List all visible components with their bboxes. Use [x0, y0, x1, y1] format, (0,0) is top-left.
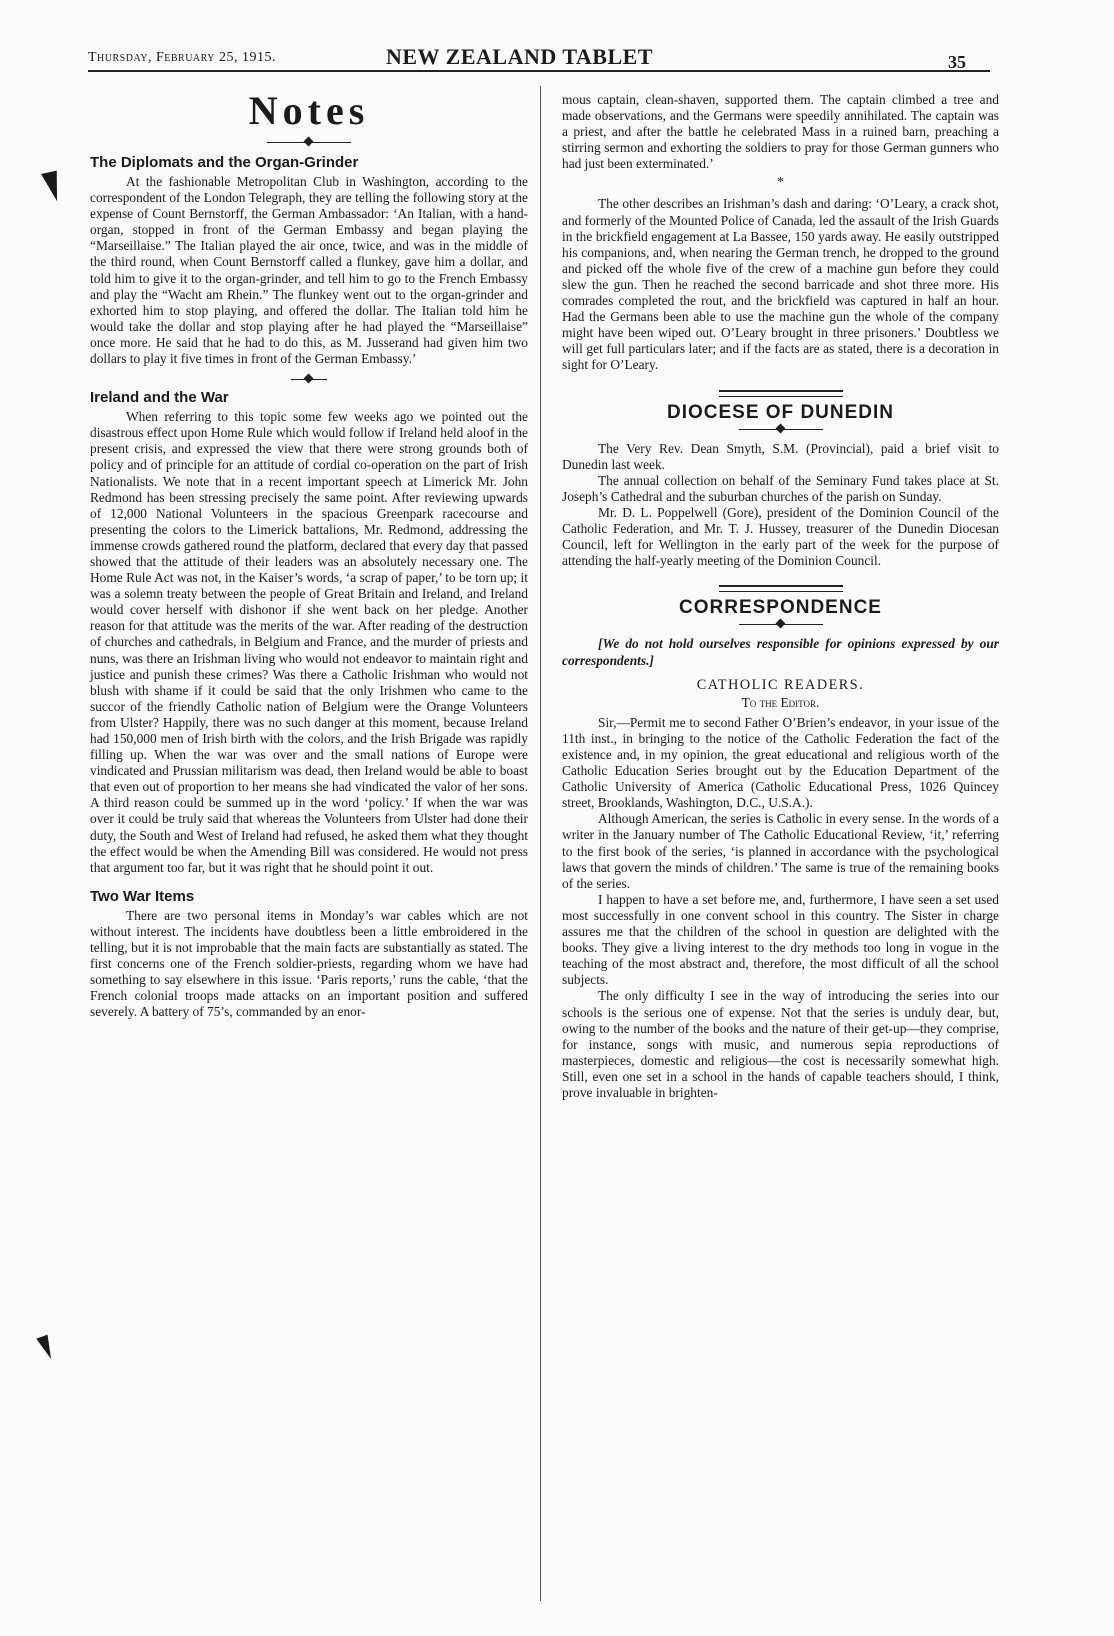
page-header	[88, 44, 988, 70]
letter-paragraph: Although American, the series is Catholic in every sense. In the words of a writer in the January number of The Catholic Educational Review, ‘it,’ referring to the first book of the series, ‘is planned in accordance with the psychological laws that govern the minds of children.’ The same is true of the remaining books of the series.	[562, 811, 999, 891]
article-paragraph: The other describes an Irishman’s dash and daring: ‘O’Leary, a crack shot, and formerly of the Mounted Police of Canada, led the assault of the Irish Guards in the brickfield engagement at La Bassee, 150 yards away. He easily outstripped his companions, and, when nearing the German trench, he dropped to the ground and picked off the whole five of the crew of a machine gun before they could slew the gun. Then he reached the second barricade and shot three more. His comrades completed the rout, and the brickfield was captured in half an hour. Had the Germans been able to use the machine gun the whole of the company might have been wiped out. O’Leary brought in three prisoners.’ Doubtless we will get full particulars later; and if the facts are as stated, there is a decoration in sight for O’Leary.	[562, 196, 999, 373]
letter-paragraph: The only difficulty I see in the way of introducing the series into our schools is the serious one of expense. Not that the series is unduly dear, but, owing to the number of the books and the nature of their get-up—they comprise, for instance, songs with music, and numerous sepia reproductions of masterpieces, domestic and religious—the cost is necessarily somewhat high. Still, even one set in a school in the hands of capable teachers should, I think, prove invaluable in brighten-	[562, 988, 999, 1100]
section-divider	[291, 375, 327, 385]
editorial-disclaimer: [We do not hold ourselves responsible for opinions expressed by our correspondents.]	[562, 636, 999, 668]
letter-paragraph: Sir,—Permit me to second Father O’Brien’s endeavor, in your issue of the 11th inst., in bringing to the notice of the Catholic Federation the fact of the existence and, in my opinion, the great educational and religious worth of the Catholic Education Series brought out by the Education Department of the Catholic University of America (Catholic Educational Press, 1026 Quincey street, Brooklands, Washington, D.C., U.S.A.).	[562, 714, 999, 811]
diocese-heading: DIOCESE OF DUNEDIN	[666, 401, 895, 423]
letter-paragraph: I happen to have a set before me, and, furthermore, I have seen a set used most successfully in one convent school in this country. The Sister in charge assures me that the children of the school in question are delighted with the books. They give a living interest to the dry methods too long in vogue in the teaching of the most abstract and, therefore, the most difficult of all the school subjects.	[562, 891, 999, 988]
letter-salutation: To the Editor.	[741, 694, 820, 710]
section-heading-ireland: Ireland and the War	[90, 389, 229, 407]
article-paragraph: When referring to this topic some few weeks ago we pointed out the disastrous effect upon Home Rule which would follow if Ireland held aloof in the present crisis, and expressed the view that there were strong grounds both of policy and of principle for an attitude of cordial co-operation on the part of Irish Nationalists. We note that in a recent important speech at Limerick Mr. John Redmond has been stressing precisely the same point. After reviewing upwards of 12,000 National Volunteers in the spacious Greenpark racecourse and presenting the colors to the Limerick battalions, Mr. Redmond, addressing the immense crowds gathered round the platform, declared that every day that passed showed that the attitude of their leaders was an absolutely necessary one. The Home Rule Act was not, in the Kaiser’s words, ‘a scrap of paper,’ to be torn up; it was a solemn treaty between the people of Great Britain and Ireland, and Ireland would cover herself with dishonor if she went back on her pledge. Another reason for that attitude was the merits of the war. After reading of the destruction of churches and cathedrals, in Belgium and France, and the murder of priests and nuns, was there an Irishman living who would not endeavor to maintain right and justice and punish these crimes? Was there a Catholic Irishman who would not blush with shame if it could be said that the only Irishmen who came to the succor of the friendly Catholic nation of Belgium were the Orange Volunteers from Ulster? Happily, there was no such danger at this moment, because Ireland had 150,000 men of Irish birth with the colors, and the Irish Brigade was rapidly filling up. When the war was over and the small nations of Europe were vindicated and Prussian militarism was dead, then Ireland would be able to boast that even out of proportion to her means she had vindicated the valor of her sons. A third reason could be summed up in the word ‘policy.’ If when the war was over it could be truly said that whereas the Volunteers from Ulster had done their duty, the South and West of Ireland had refused, he asked them what they thought the effect would be when the Amending Bill was considered. He would not press that argument too far, but it was right that he should point it out.	[90, 409, 528, 875]
diamond-rule-ornament	[267, 138, 351, 148]
left-column	[90, 84, 528, 1021]
article-paragraph: At the fashionable Metropolitan Club in Washington, according to the correspondent of the London Telegraph, they are telling the following story at the expense of Count Bernstorff, the German Ambassador: ‘An Italian, with a hand-organ, stopped in front of the German Embassy and began playing the “Marseillaise.” The Italian played the air once, twice, and was in the middle of the third round, when Count Bernstorff called a flunkey, gave him a dollar, and told him to give it to the organ-grinder, and tell him to go to the French Embassy and play the “Wacht am Rhein.” The flunkey went out to the organ-grinder and exhorted him to stop playing, and offered the dollar. The Italian told him he would take the dollar and stop playing after he had played the “Marseillaise” once more. He said that he had to do this, as M. Jusserand had given him two dollars to play it five times in front of the German Embassy.’	[90, 174, 528, 367]
issue-date: Thursday, February 25, 1915.	[88, 50, 276, 65]
notes-title: Notes	[248, 88, 370, 133]
newspaper-title: NEW ZEALAND TABLET	[386, 44, 653, 69]
right-column	[562, 92, 999, 1101]
correspondence-heading: CORRESPONDENCE	[679, 597, 882, 619]
news-paragraph: Mr. D. L. Poppelwell (Gore), president of the Dominion Council of the Catholic Federation, and Mr. T. J. Hussey, treasurer of the Dunedin Diocesan Council, left for Wellington in the early part of the week for the purpose of attending the half-yearly meeting of the Dominion Council.	[562, 504, 999, 569]
news-paragraph: The annual collection on behalf of the Seminary Fund takes place at St. Joseph’s Cathedral and the suburban churches of the parish on Sunday.	[562, 472, 999, 504]
news-paragraph: The Very Rev. Dean Smyth, S.M. (Provincial), paid a brief visit to Dunedin last week.	[562, 440, 999, 472]
column-divider	[540, 86, 541, 1601]
header-rule	[88, 70, 990, 72]
article-paragraph: mous captain, clean-shaven, supported them. The captain climbed a tree and made observations, and the Germans were speedily annihilated. The captain was a priest, and after the battle he celebrated Mass in a ruined barn, preaching a stirring sermon and exhorting the soldiers to pray for those German gunners who had just been exterminated.’	[562, 92, 999, 172]
double-rule	[719, 390, 843, 397]
double-rule	[719, 585, 843, 592]
section-heading-war-items: Two War Items	[90, 887, 195, 905]
section-star: *	[777, 175, 784, 191]
page-number: 35	[948, 52, 966, 72]
margin-mark-icon	[41, 171, 63, 204]
diamond-rule-ornament	[739, 620, 823, 630]
letter-title: CATHOLIC READERS.	[696, 676, 865, 693]
article-paragraph: There are two personal items in Monday’s war cables which are not without interest. The incidents have doubtless been a little embroidered in the telling, but it is not improbable that the main facts are substantially as stated. The first concerns one of the French soldier-priests, regarding whom we have had something to say elsewhere in this issue. ‘Paris reports,’ runs the cable, ‘that the French colonial troops made attacks on an important position and suffered severely. A battery of 75’s, commanded by an enor-	[90, 907, 528, 1020]
diamond-rule-ornament	[739, 425, 823, 435]
section-heading-diplomats: The Diplomats and the Organ-Grinder	[90, 154, 359, 171]
margin-mark-icon	[36, 1335, 55, 1362]
